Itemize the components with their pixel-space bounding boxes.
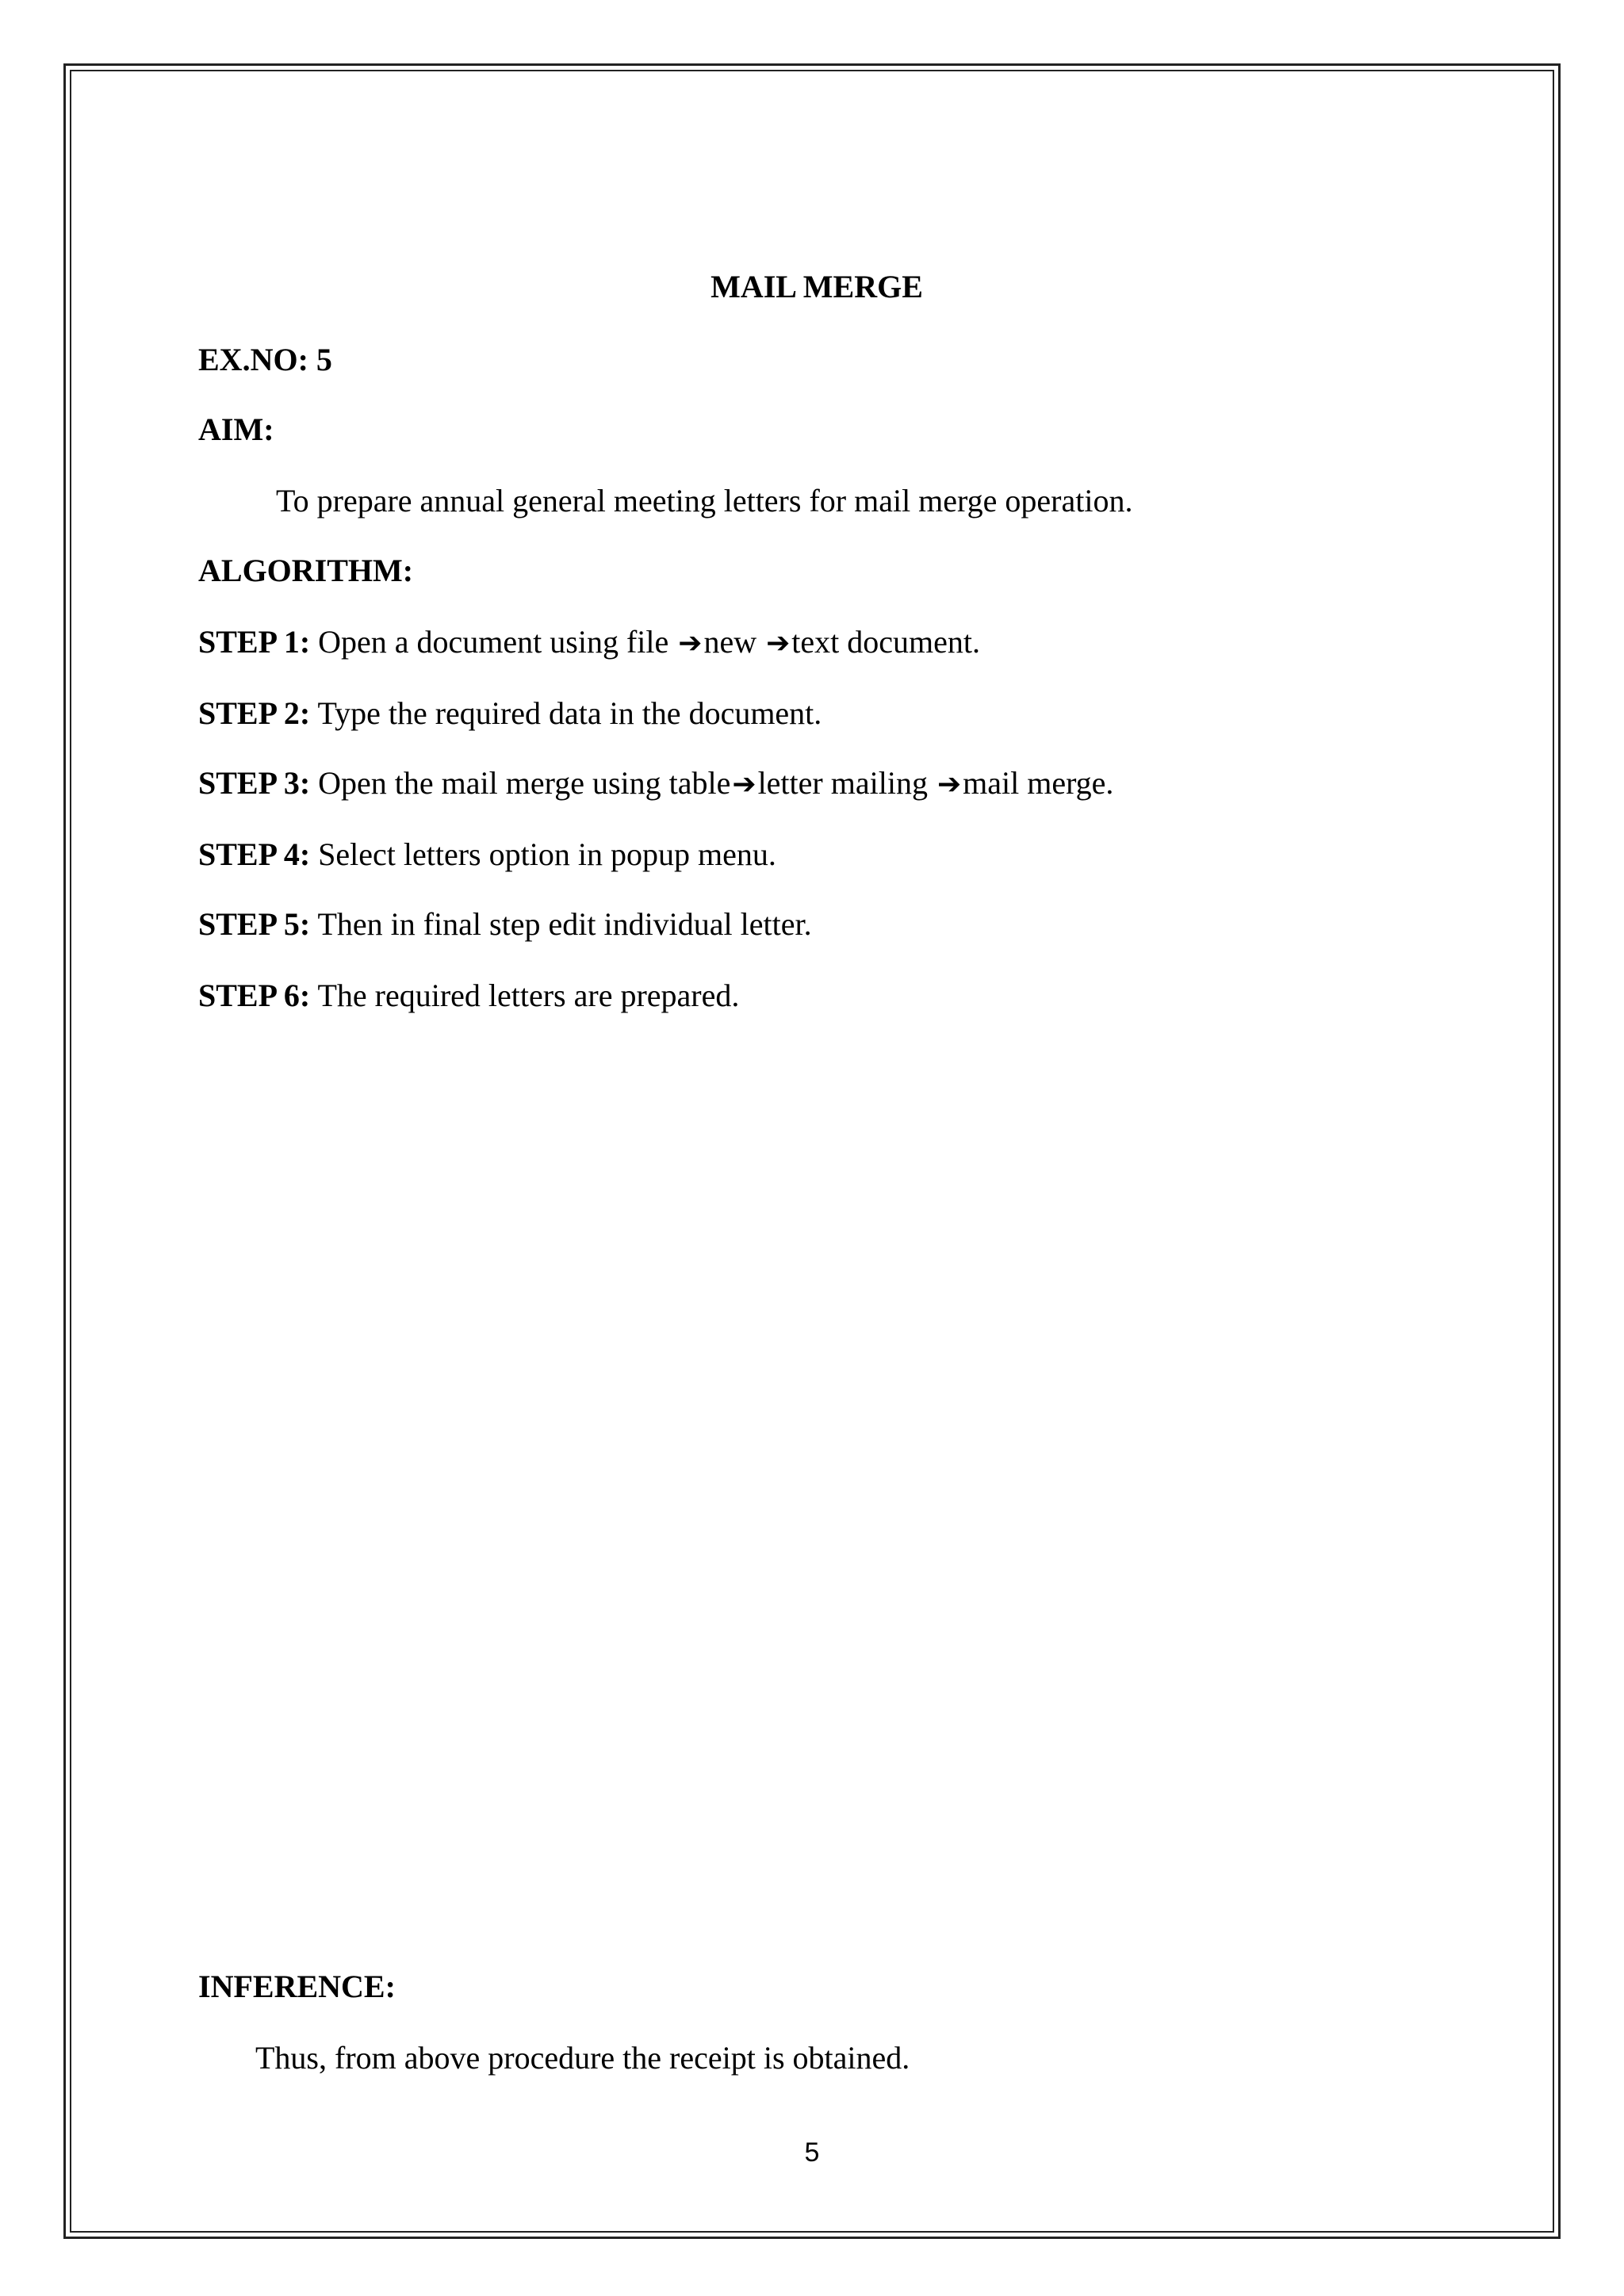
step-3 — [198, 764, 1113, 802]
arrow-right-icon: ➔ — [732, 768, 756, 801]
step-1-text-b: new — [703, 624, 765, 660]
aim-heading: AIM: — [198, 411, 274, 447]
step-5 — [198, 905, 812, 943]
step-1-label: STEP 1: — [198, 624, 311, 660]
arrow-right-icon: ➔ — [766, 627, 791, 660]
inference-text: Thus, from above procedure the receipt is obtained. — [255, 2040, 910, 2076]
aim-text: To prepare annual general meeting letters for mail merge operation. — [276, 483, 1133, 519]
inference-heading: INFERENCE: — [198, 1969, 396, 2004]
step-2 — [198, 695, 822, 732]
step-5-text: Then in final step edit individual letter. — [317, 906, 812, 942]
step-3-text-a: Open the mail merge using table — [318, 765, 731, 801]
step-2-label: STEP 2: — [198, 695, 311, 731]
arrow-right-icon: ➔ — [936, 768, 962, 801]
step-2-text: Type the required data in the document. — [317, 695, 822, 731]
document-title: MAIL MERGE — [710, 269, 923, 304]
step-1-text-a: Open a document using file — [318, 624, 677, 660]
algorithm-heading: ALGORITHM: — [198, 553, 414, 588]
step-6-label: STEP 6: — [198, 978, 311, 1013]
step-3-label: STEP 3: — [198, 765, 311, 801]
step-4 — [198, 836, 776, 873]
page-border-inner — [70, 70, 1554, 2233]
page-number: 5 — [804, 2137, 820, 2168]
step-1 — [198, 623, 980, 660]
step-5-label: STEP 5: — [198, 906, 311, 942]
step-4-text: Select letters option in popup menu. — [318, 836, 776, 872]
step-3-text-b: letter mailing — [757, 765, 936, 801]
step-6-text: The required letters are prepared. — [317, 978, 740, 1013]
step-6 — [198, 977, 739, 1014]
step-3-text-c: mail merge. — [963, 765, 1114, 801]
step-4-label: STEP 4: — [198, 836, 311, 872]
exercise-number: EX.NO: 5 — [198, 342, 332, 377]
arrow-right-icon: ➔ — [678, 627, 703, 660]
step-1-text-c: text document. — [791, 624, 980, 660]
